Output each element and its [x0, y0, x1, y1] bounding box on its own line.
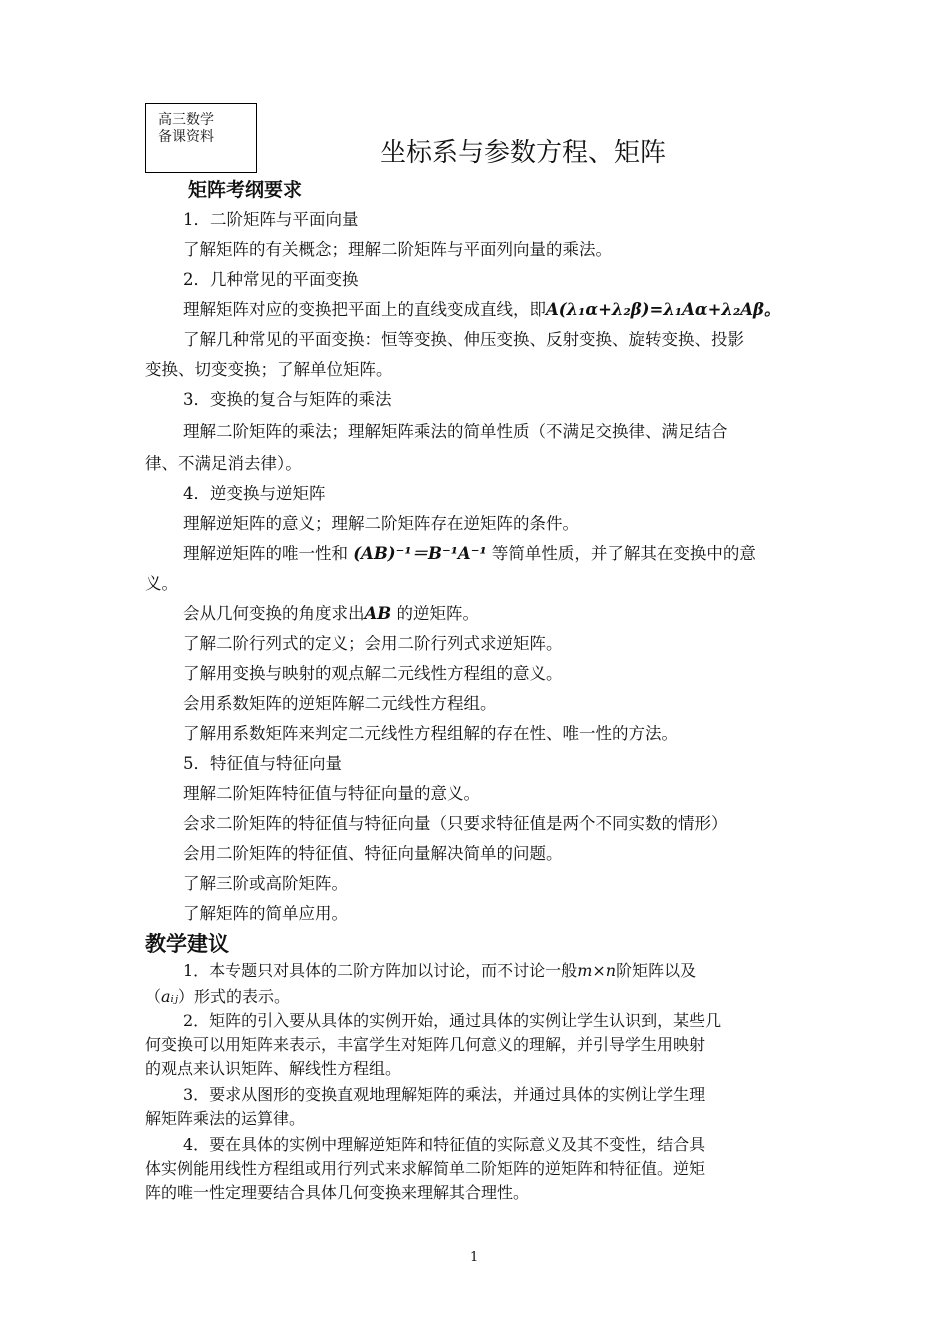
teach-line: 解矩阵乘法的运算律。 [145, 1109, 306, 1128]
req-line: 理解二阶矩阵特征值与特征向量的意义。 [183, 784, 480, 803]
course-stamp-box [145, 103, 257, 173]
req-line: 了解二阶行列式的定义；会用二阶行列式求逆矩阵。 [183, 634, 563, 653]
req-line: 会从几何变换的角度求出AB 的逆矩阵。 [183, 604, 479, 623]
req-line: 了解三阶或高阶矩阵。 [183, 874, 348, 893]
stamp-line-2: 备课资料 [158, 129, 214, 145]
req-item-1-title: 1．二阶矩阵与平面向量 [183, 210, 359, 229]
req-line: 理解逆矩阵的唯一性和 (AB)⁻¹＝B⁻¹A⁻¹ 等简单性质，并了解其在变换中的意 [183, 544, 756, 563]
linear-formula: A(λ₁α+λ₂β)=λ₁Aα+λ₂Aβ。 [546, 300, 781, 319]
req-line: 会用二阶矩阵的特征值、特征向量解决简单的问题。 [183, 844, 563, 863]
req-line: 理解二阶矩阵的乘法；理解矩阵乘法的简单性质（不满足交换律、满足结合 [183, 422, 728, 441]
teach-line: 4．要在具体的实例中理解逆矩阵和特征值的实际意义及其不变性，结合具 [183, 1135, 706, 1154]
teach-line: 何变换可以用矩阵来表示，丰富学生对矩阵几何意义的理解，并引导学生用映射 [145, 1035, 706, 1054]
teach-line: （aᵢⱼ）形式的表示。 [145, 987, 291, 1006]
teach-line: 体实例能用线性方程组或用行列式来求解简单二阶矩阵的逆矩阵和特征值。逆矩 [145, 1159, 706, 1178]
req-line: 了解矩阵的有关概念；理解二阶矩阵与平面列向量的乘法。 [183, 240, 612, 259]
section-heading-requirements: 矩阵考纲要求 [188, 179, 303, 201]
req-line: 理解逆矩阵的意义；理解二阶矩阵存在逆矩阵的条件。 [183, 514, 579, 533]
stamp-line-1: 高三数学 [158, 112, 214, 128]
req-line: 了解几种常见的平面变换：恒等变换、伸压变换、反射变换、旋转变换、投影 [183, 330, 744, 349]
req-line: 会用系数矩阵的逆矩阵解二元线性方程组。 [183, 694, 497, 713]
page-title: 坐标系与参数方程、矩阵 [380, 138, 667, 168]
inverse-formula: (AB)⁻¹＝B⁻¹A⁻¹ [353, 544, 487, 563]
req-line: 义。 [145, 574, 178, 593]
req-item-4-title: 4．逆变换与逆矩阵 [183, 484, 326, 503]
req-item-3-title: 3．变换的复合与矩阵的乘法 [183, 390, 392, 409]
req-item-5-title: 5．特征值与特征向量 [183, 754, 342, 773]
req-line: 理解矩阵对应的变换把平面上的直线变成直线，即A(λ₁α+λ₂β)=λ₁Aα+λ₂Aβ。 [183, 300, 781, 319]
teach-line: 阵的唯一性定理要结合具体几何变换来理解其合理性。 [145, 1183, 530, 1202]
teach-line: 1．本专题只对具体的二阶方阵加以讨论，而不讨论一般m×n阶矩阵以及 [183, 961, 697, 980]
teach-line: 2．矩阵的引入要从具体的实例开始，通过具体的实例让学生认识到，某些几 [183, 1011, 722, 1030]
m-by-n: m×n [577, 961, 617, 980]
teach-line: 3．要求从图形的变换直观地理解矩阵的乘法，并通过具体的实例让学生理 [183, 1085, 706, 1104]
req-line: 会求二阶矩阵的特征值与特征向量（只要求特征值是两个不同实数的情形） [183, 814, 728, 833]
req-line: 变换、切变变换；了解单位矩阵。 [145, 360, 393, 379]
section-heading-teaching: 教学建议 [145, 932, 229, 956]
req-line: 律、不满足消去律）。 [145, 454, 302, 473]
req-item-2-title: 2．几种常见的平面变换 [183, 270, 359, 289]
req-line: 了解矩阵的简单应用。 [183, 904, 348, 923]
page-number: 1 [470, 1250, 479, 1265]
req-line: 了解用变换与映射的观点解二元线性方程组的意义。 [183, 664, 563, 683]
a-ij: aᵢⱼ [161, 987, 178, 1006]
req-line: 了解用系数矩阵来判定二元线性方程组解的存在性、唯一性的方法。 [183, 724, 678, 743]
teach-line: 的观点来认识矩阵、解线性方程组。 [145, 1059, 402, 1078]
